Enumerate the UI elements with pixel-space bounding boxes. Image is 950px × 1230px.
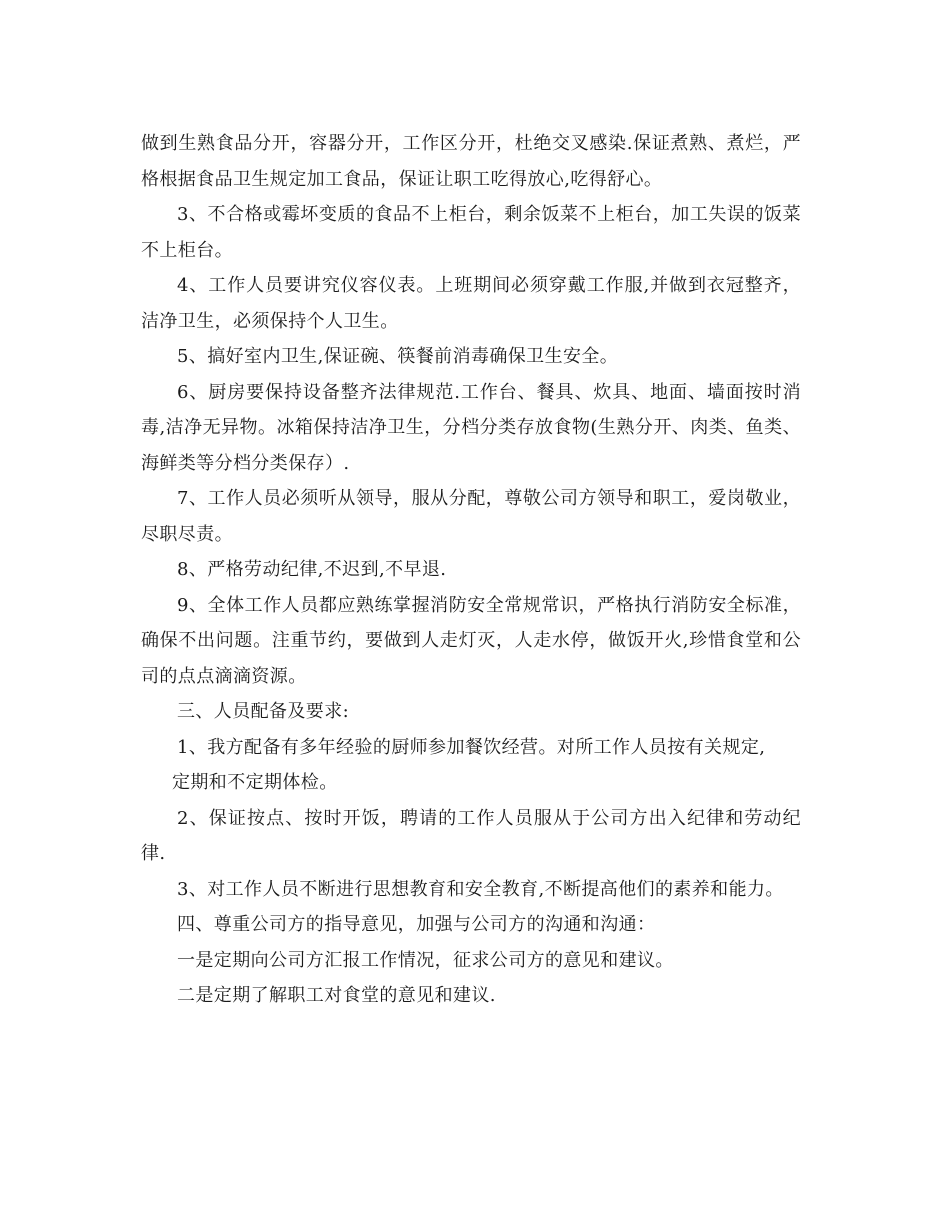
paragraph-item-5-indoor-hygiene: 5、搞好室内卫生,保证碗、筷餐前消毒确保卫生安全。 bbox=[177, 346, 619, 367]
paragraph-item-3-unqualified-food: 3、不合格或霉坏变质的食品不上柜台，剩余饭菜不上柜台，加工失误的饭菜不上柜台。 bbox=[141, 204, 801, 261]
paragraph-food-separation: 做到生熟食品分开，容器分开，工作区分开，杜绝交叉感染.保证煮熟、煮烂，严格根据食品卫生规定加工食品，保证让职工吃得放心,吃得舒心。 bbox=[141, 133, 801, 190]
paragraph-staffing-item-3: 3、对工作人员不断进行思想教育和安全教育,不断提高他们的素养和能力。 bbox=[177, 878, 784, 900]
paragraph-communication-second: 二是定期了解职工对食堂的意见和建议. bbox=[177, 985, 496, 1006]
paragraph-staffing-item-2: 2、保证按点、按时开饭，聘请的工作人员服从于公司方出入纪律和劳动纪律. bbox=[141, 807, 801, 864]
paragraph-staffing-item-1-continued: 定期和不定期体检。 bbox=[172, 772, 338, 793]
paragraph-communication-first: 一是定期向公司方汇报工作情况，征求公司方的意见和建议。 bbox=[177, 949, 674, 971]
paragraph-item-4-appearance: 4、工作人员要讲究仪容仪表。上班期间必须穿戴工作服,并做到衣冠整齐，洁净卫生，必须保持个人卫生。 bbox=[141, 275, 801, 332]
document-body bbox=[141, 126, 801, 1014]
paragraph-staffing-item-1: 1、我方配备有多年经验的厨师参加餐饮经营。对所工作人员按有关规定, bbox=[177, 736, 766, 758]
paragraph-item-9-fire-safety: 9、全体工作人员都应熟练掌握消防安全常规常识，严格执行消防安全标准，确保不出问题。注重节约，要做到人走灯灭，人走水停，做饭开火,珍惜食堂和公司的点点滴滴资源。 bbox=[141, 594, 801, 687]
paragraph-item-7-obey-leadership: 7、工作人员必须听从领导，服从分配，尊敬公司方领导和职工，爱岗敬业，尽职尽责。 bbox=[141, 488, 801, 545]
section-heading-staffing: 三、人员配备及要求: bbox=[177, 701, 350, 722]
paragraph-item-6-kitchen-equipment: 6、厨房要保持设备整齐法律规范.工作台、餐具、炊具、地面、墙面按时消毒,洁净无异物。冰箱保持洁净卫生，分档分类存放食物(生熟分开、肉类、鱼类、海鲜类等分档分类保存）. bbox=[141, 381, 801, 474]
section-heading-communication: 四、尊重公司方的指导意见，加强与公司方的沟通和沟通： bbox=[177, 914, 656, 935]
paragraph-item-8-labor-discipline: 8、严格劳动纪律,不迟到,不早退. bbox=[177, 559, 447, 580]
